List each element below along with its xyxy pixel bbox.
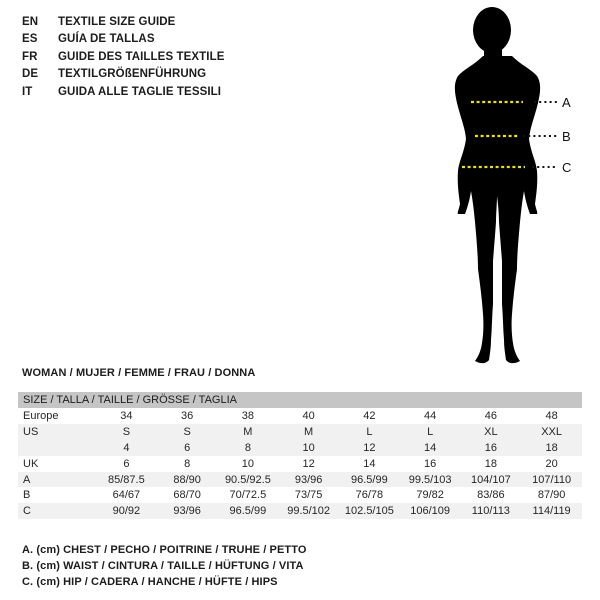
language-row	[22, 33, 225, 50]
table-cell: 99.5/103	[408, 473, 452, 486]
legend-chest: A. (cm) CHEST / PECHO / POITRINE / TRUHE / PETTO	[22, 544, 307, 556]
table-row-uk	[18, 456, 582, 472]
table-cell: 96.5/99	[351, 473, 388, 486]
language-title-block	[22, 16, 225, 103]
table-cell: 8	[184, 457, 191, 470]
table-cell: 46	[484, 409, 497, 422]
table-cell: 40	[302, 409, 315, 422]
language-row	[22, 68, 225, 85]
table-cell: 110/113	[471, 505, 510, 518]
table-cell: 104/107	[470, 473, 511, 486]
legend-hip: C. (cm) HIP / CADERA / HANCHE / HÜFTE / HIPS	[22, 576, 278, 589]
legend-waist: B. (cm) WAIST / CINTURA / TAILLE / HÜFTUNG / VITA	[22, 560, 304, 573]
size-table	[18, 392, 582, 519]
table-cell: S	[122, 425, 131, 438]
section-title-woman: WOMAN / MUJER / FEMME / FRAU / DONNA	[22, 367, 256, 379]
table-cell: 42	[363, 409, 376, 422]
table-cell: 87/90	[537, 489, 566, 502]
table-cell: XL	[484, 425, 498, 438]
table-cell: 6	[123, 457, 130, 470]
table-cell: 14	[363, 457, 376, 470]
marker-label-c: C	[562, 160, 572, 175]
table-cell: 16	[484, 441, 497, 454]
table-cell: 38	[241, 409, 254, 422]
body-measurement-figure	[385, 0, 600, 380]
table-cell: 34	[120, 409, 133, 422]
table-cell: S	[183, 425, 191, 438]
table-cell: 114/119	[532, 505, 571, 518]
table-cell: 12	[363, 441, 376, 454]
table-row-us-letter	[18, 424, 582, 440]
table-cell: 64/67	[112, 489, 141, 502]
table-cell: 20	[545, 457, 558, 470]
row-label: Europe	[23, 409, 59, 422]
table-cell: 16	[424, 457, 437, 470]
table-cell: 88/90	[173, 473, 201, 486]
table-cell: 90.5/92.5	[224, 473, 271, 486]
table-row-waist	[18, 487, 582, 503]
measurement-legend	[22, 544, 307, 593]
table-cell: 68/70	[173, 489, 201, 502]
table-cell: 4	[123, 441, 130, 454]
table-cell: 93/96	[294, 473, 323, 486]
marker-label-b: B	[562, 129, 571, 144]
table-cell: 96.5/99	[229, 505, 267, 518]
table-header-row	[18, 392, 582, 408]
language-row	[22, 86, 225, 103]
language-code: IT	[22, 85, 33, 98]
row-label: UK	[23, 457, 39, 470]
row-label: A	[23, 473, 31, 486]
table-cell: 10	[302, 441, 315, 454]
language-title: TEXTILGRÖßENFÜHRUNG	[58, 68, 207, 81]
table-row-us-numeric	[18, 440, 582, 456]
woman-silhouette-svg	[385, 0, 600, 380]
table-cell: XXL	[541, 425, 563, 438]
row-label: B	[23, 489, 31, 502]
language-code: DE	[22, 68, 39, 81]
language-title: GUIDA ALLE TAGLIE TESSILI	[58, 85, 222, 98]
table-cell: 14	[424, 441, 437, 454]
marker-label-a: A	[562, 95, 571, 110]
table-row-chest	[18, 472, 582, 488]
table-cell: 70/72.5	[229, 489, 267, 502]
table-cell: 73/75	[294, 489, 323, 502]
language-row	[22, 16, 225, 33]
language-code: ES	[22, 33, 38, 46]
table-cell: 85/87.5	[108, 473, 145, 486]
table-cell: 93/96	[173, 505, 201, 518]
table-cell: 90/92	[112, 505, 141, 518]
table-row-europe	[18, 408, 582, 424]
table-cell: 36	[181, 409, 194, 422]
table-cell: 6	[184, 441, 191, 454]
table-cell: 44	[424, 409, 437, 422]
table-cell: M	[304, 425, 314, 438]
table-row-hip	[18, 503, 582, 519]
table-cell: 48	[545, 409, 558, 422]
row-label: C	[23, 505, 31, 518]
row-label	[18, 440, 96, 456]
language-code: EN	[22, 16, 39, 28]
table-cell: M	[243, 425, 253, 438]
table-cell: 76/78	[355, 489, 384, 502]
language-title: GUÍA DE TALLAS	[58, 33, 155, 46]
language-row	[22, 51, 225, 68]
table-cell: 83/86	[477, 489, 505, 502]
table-cell: 79/82	[416, 489, 444, 502]
table-cell: 12	[302, 457, 315, 470]
table-cell: L	[366, 425, 373, 438]
table-cell: 107/110	[532, 473, 572, 486]
language-title: TEXTILE SIZE GUIDE	[58, 16, 176, 28]
table-cell: L	[427, 425, 434, 438]
language-code: FR	[22, 50, 38, 63]
table-cell: 18	[484, 457, 497, 470]
language-title: GUIDE DES TAILLES TEXTILE	[58, 50, 225, 63]
row-label: US	[23, 425, 39, 438]
table-header-label: SIZE / TALLA / TAILLE / GRÖSSE / TAGLIA	[18, 392, 582, 408]
table-cell: 8	[244, 441, 251, 454]
silhouette-body	[455, 56, 540, 363]
table-cell: 10	[241, 457, 254, 470]
table-cell: 106/109	[410, 505, 450, 518]
table-cell: 102.5/105	[344, 505, 394, 518]
table-cell: 99.5/102	[287, 505, 331, 518]
table-cell: 18	[545, 441, 558, 454]
